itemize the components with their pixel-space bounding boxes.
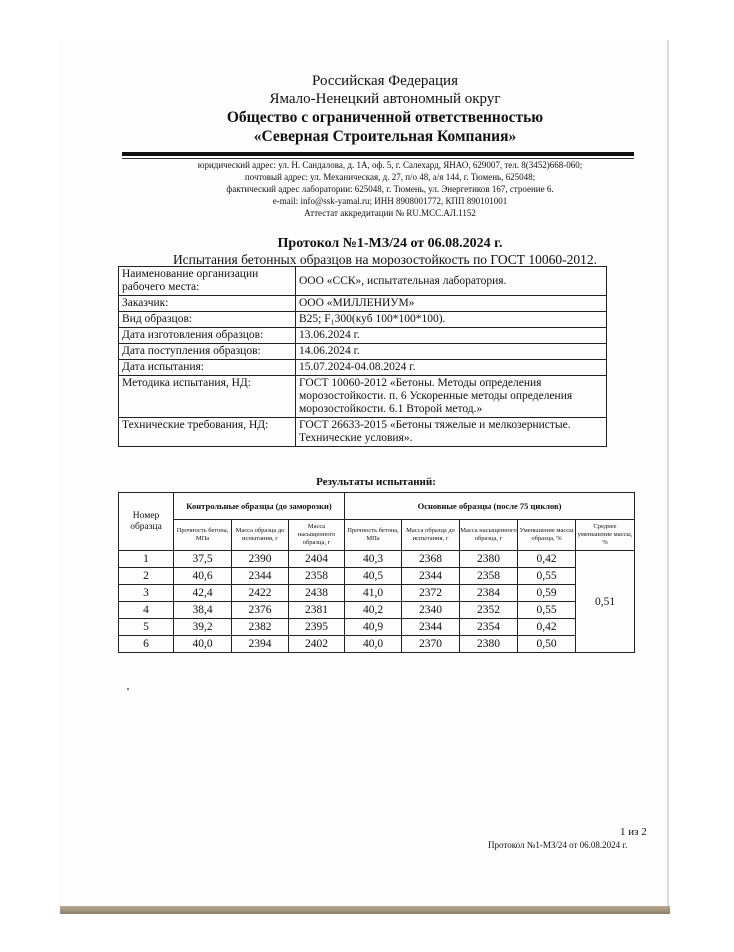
column-header: Уменьшение массы образца, % [518,520,576,551]
results-table [118,492,635,653]
scan-bottom-strip [60,906,670,914]
cell: 2381 [289,602,345,619]
protocol-subtitle: Испытания бетонных образцов на морозостойкость по ГОСТ 10060-2012. [172,252,598,267]
cell: 42,4 [174,585,232,602]
cell: 5 [119,619,174,636]
cell: 0,55 [518,602,576,619]
paper-edge [667,40,669,908]
cell: 2380 [460,636,518,653]
cell: 39,2 [174,619,232,636]
footer-protocol-ref: Протокол №1-МЗ/24 от 06.08.2024 г. [488,840,628,850]
column-header: Масса насыщенного образца, г [289,520,345,551]
cell: 2 [119,568,174,585]
cell: 2422 [232,585,289,602]
header-divider-thin [122,158,634,159]
cell: 40,3 [345,551,402,568]
info-row [119,418,607,447]
cell: 0,55 [518,568,576,585]
page-number: 1 из 2 [620,826,647,838]
info-table [118,266,607,447]
column-header: Масса образца до испытания, г [402,520,460,551]
info-value: 13.06.2024 г. [296,328,607,344]
cell: 2376 [232,602,289,619]
cell: 2384 [460,585,518,602]
cell: 0,50 [518,636,576,653]
info-value: ГОСТ 10060-2012 «Бетоны. Методы определения морозостойкости. п. 6 Ускоренные методы определения морозостойкости. 6.1 Второй метод.» [296,376,607,418]
table-row [119,551,635,568]
table-row [119,619,635,636]
cell: 2370 [402,636,460,653]
header-country: Российская Федерация [312,73,458,89]
cell: 37,5 [174,551,232,568]
cell: 2358 [289,568,345,585]
cell: 2352 [460,602,518,619]
cell: 2344 [232,568,289,585]
column-header: Масса насыщенного образца, г [460,520,518,551]
header-divider-thick [122,152,634,156]
info-key: Вид образцов: [119,312,296,328]
cell: 40,0 [174,636,232,653]
cell: 6 [119,636,174,653]
cell: 40,9 [345,619,402,636]
accreditation: Аттестат аккредитации № RU.МСС.АЛ.1152 [304,208,476,218]
cell: 2344 [402,568,460,585]
cell: 2404 [289,551,345,568]
info-value: ООО «ССК», испытательная лаборатория. [296,267,607,296]
column-header: Среднее уменьшение массы, % [576,520,635,551]
info-key: Наименование организации рабочего места: [119,267,296,296]
info-key: Дата изготовления образцов: [119,328,296,344]
info-value: 14.06.2024 г. [296,344,607,360]
results-subheader-row [119,520,635,551]
column-header: Прочность бетона, МПа [174,520,232,551]
cell: 2354 [460,619,518,636]
cell: 40,2 [345,602,402,619]
cell: 2372 [402,585,460,602]
info-row [119,328,607,344]
info-row [119,344,607,360]
cell: 2390 [232,551,289,568]
cell: 2402 [289,636,345,653]
info-row [119,376,607,418]
info-row [119,312,607,328]
info-key: Дата испытания: [119,360,296,376]
cell: 2438 [289,585,345,602]
cell: 0,59 [518,585,576,602]
info-value: B25; F₁300(куб 100*100*100). [296,312,607,328]
header-company-type: Общество с ограниченной ответственностью [226,109,544,126]
header-region: Ямало-Ненецкий автономный округ [269,91,501,107]
info-key: Заказчик: [119,296,296,312]
results-title: Результаты испытаний: [316,476,436,488]
results-header-row [119,493,635,520]
table-row [119,585,635,602]
cell: 2395 [289,619,345,636]
cell: 2394 [232,636,289,653]
table-row [119,568,635,585]
info-row [119,267,607,296]
info-row [119,296,607,312]
cell: 40,6 [174,568,232,585]
control-group-header: Контрольные образцы (до заморозки) [174,493,345,520]
main-group-header: Основные образцы (после 75 циклов) [345,493,635,520]
address-legal: юридический адрес: ул. Н. Сандалова, д. 1А, оф. 5, г. Салехард, ЯНАО, 629007, тел. 8(3452)668-060; [197,160,583,170]
cell: 0,42 [518,619,576,636]
info-key: Технические требования, НД: [119,418,296,447]
cell: 0,42 [518,551,576,568]
cell: 2368 [402,551,460,568]
table-row [119,602,635,619]
info-row [119,360,607,376]
column-header: Прочность бетона, МПа [345,520,402,551]
info-value: ГОСТ 26633-2015 «Бетоны тяжелые и мелкозернистые. Технические условия». [296,418,607,447]
address-contacts: e-mail: info@ssk-yamal.ru; ИНН 8908001772, КПП 890101001 [272,196,508,206]
info-value: ООО «МИЛЛЕНИУМ» [296,296,607,312]
info-key: Дата поступления образцов: [119,344,296,360]
cell: 3 [119,585,174,602]
cell: 1 [119,551,174,568]
info-value: 15.07.2024-04.08.2024 г. [296,360,607,376]
cell: 4 [119,602,174,619]
table-row [119,636,635,653]
cell: 2340 [402,602,460,619]
cell: 40,0 [345,636,402,653]
cell: 2344 [402,619,460,636]
sample-number-header: Номер образца [119,493,174,551]
protocol-title: Протокол №1-МЗ/24 от 06.08.2024 г. [277,236,503,251]
scan-speck [127,688,129,690]
address-lab: фактический адрес лаборатории: 625048, г. Тюмень, ул. Энергетиков 167, строение 6. [226,184,554,194]
average-mass-loss: 0,51 [576,551,635,653]
column-header: Масса образца до испытания, г [232,520,289,551]
info-key: Методика испытания, НД: [119,376,296,418]
cell: 2358 [460,568,518,585]
header-company-name: «Северная Строительная Компания» [253,128,517,145]
cell: 2382 [232,619,289,636]
address-postal: почтовый адрес: ул. Механическая, д. 27, п/о 48, а/я 144, г. Тюмень, 625048; [244,172,536,182]
cell: 2380 [460,551,518,568]
cell: 41,0 [345,585,402,602]
cell: 40,5 [345,568,402,585]
cell: 38,4 [174,602,232,619]
